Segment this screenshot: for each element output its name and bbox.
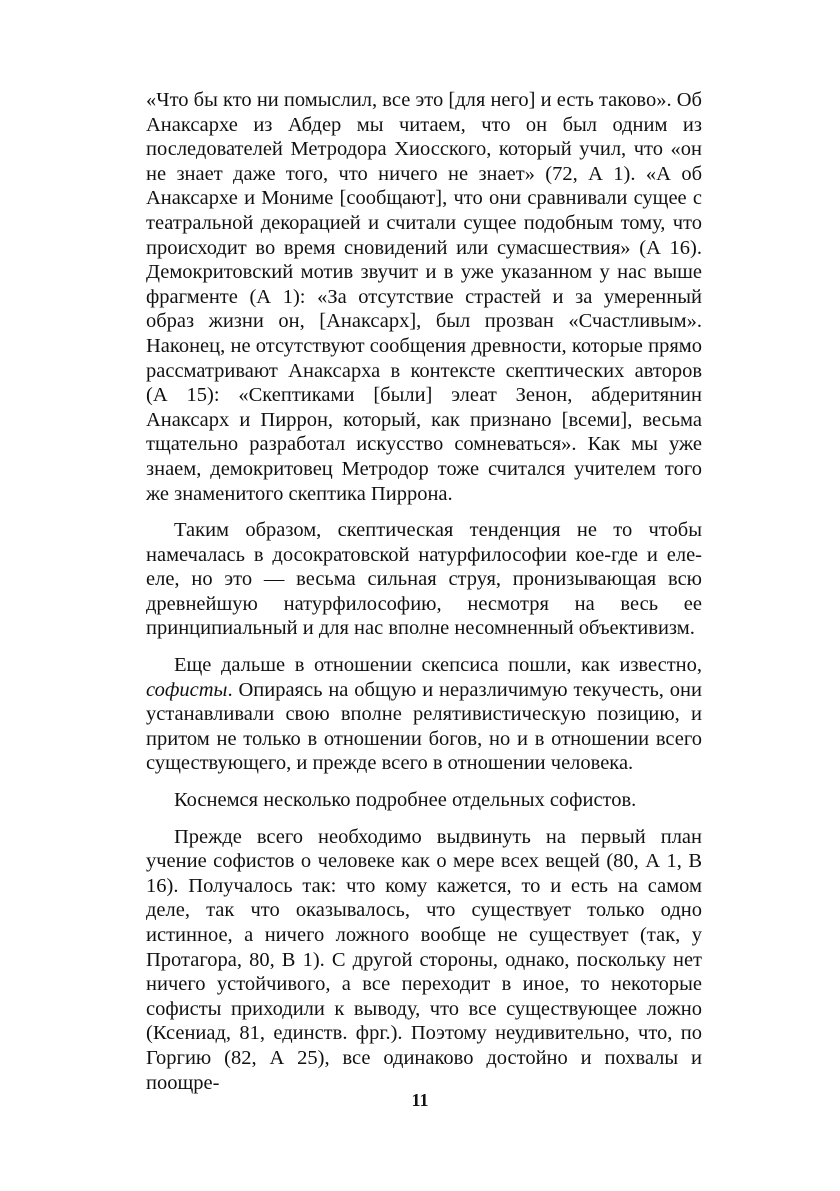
paragraph-4: Коснемся несколько подробнее отдельных софистов. (174, 789, 637, 812)
paragraph-3-end: . Опираясь на общую и неразличимую текучесть, они устанавливали свою вполне релятивистическую позицию, и притом не только в отношении богов, но и в отношении всего существующего, и прежде всего в отношении человека. (146, 678, 702, 775)
paragraph-3 (146, 653, 702, 776)
page-number: 11 (411, 1090, 429, 1110)
paragraph-2: Таким образом, скептическая тенденция не то чтобы намечалась в досократовской натурфилософии кое-где и еле-еле, но это — весьма сильная струя, пронизывающая всю древнейшую натурфилософию, несмотря на весь ее принципиальный и для нас вполне несомненный объективизм. (146, 519, 702, 640)
paragraph-3-start: Еще дальше в отношении скепсиса пошли, как известно, (174, 654, 702, 677)
paragraph-3-italic-term: софисты (146, 678, 228, 701)
paragraph-1: «Что бы кто ни помыслил, все это [для него] и есть таково». Об Анаксархе из Абдер мы читаем, что он был одним из последователей Метродора Хиосского, который учил, что «он не знает даже того, что ничего не знает» (72, А 1). «А об Анаксархе и Мониме [сообщают], что они сравнивали сущее с театральной декорацией и считали сущее подобным тому, что происходит во время сновидений или сумасшествия» (А 16). Демокритовский мотив звучит и в уже указанном у нас выше фрагменте (А 1): «За отсутствие страстей и за умеренный образ жизни он, [Анаксарх], был прозван «Счастливым». Наконец, не отсутствуют сообщения древности, которые прямо рассматривают Анаксарха в контексте скептических авторов (А 15): «Скептиками [были] элеат Зенон, абдеритянин Анаксарх и Пиррон, который, как признано [всеми], весьма тщательно разработал искусство сомневаться». Как мы уже знаем, демокритовец Метродор тоже считался учителем того же знаменитого скептика Пиррона. (146, 89, 702, 505)
paragraph-5: Прежде всего необходимо выдвинуть на первый план учение софистов о человеке как о мере всех вещей (80, А 1, В 16). Получалось так: что кому кажется, то и есть на самом деле, так что оказывалось, что существует только одно истинное, а ничего ложного вообще не существует (так, у Протагора, 80, В 1). С другой стороны, однако, поскольку нет ничего устойчивого, а все переходит в иное, то некоторые софисты приходили к выводу, что все существующее ложно (Ксениад, 81, единств. фрг.). Поэтому неудивительно, что, по Горгию (82, А 25), все одинаково достойно и похвалы и поощре- (146, 825, 702, 1094)
page-body (146, 88, 702, 1107)
